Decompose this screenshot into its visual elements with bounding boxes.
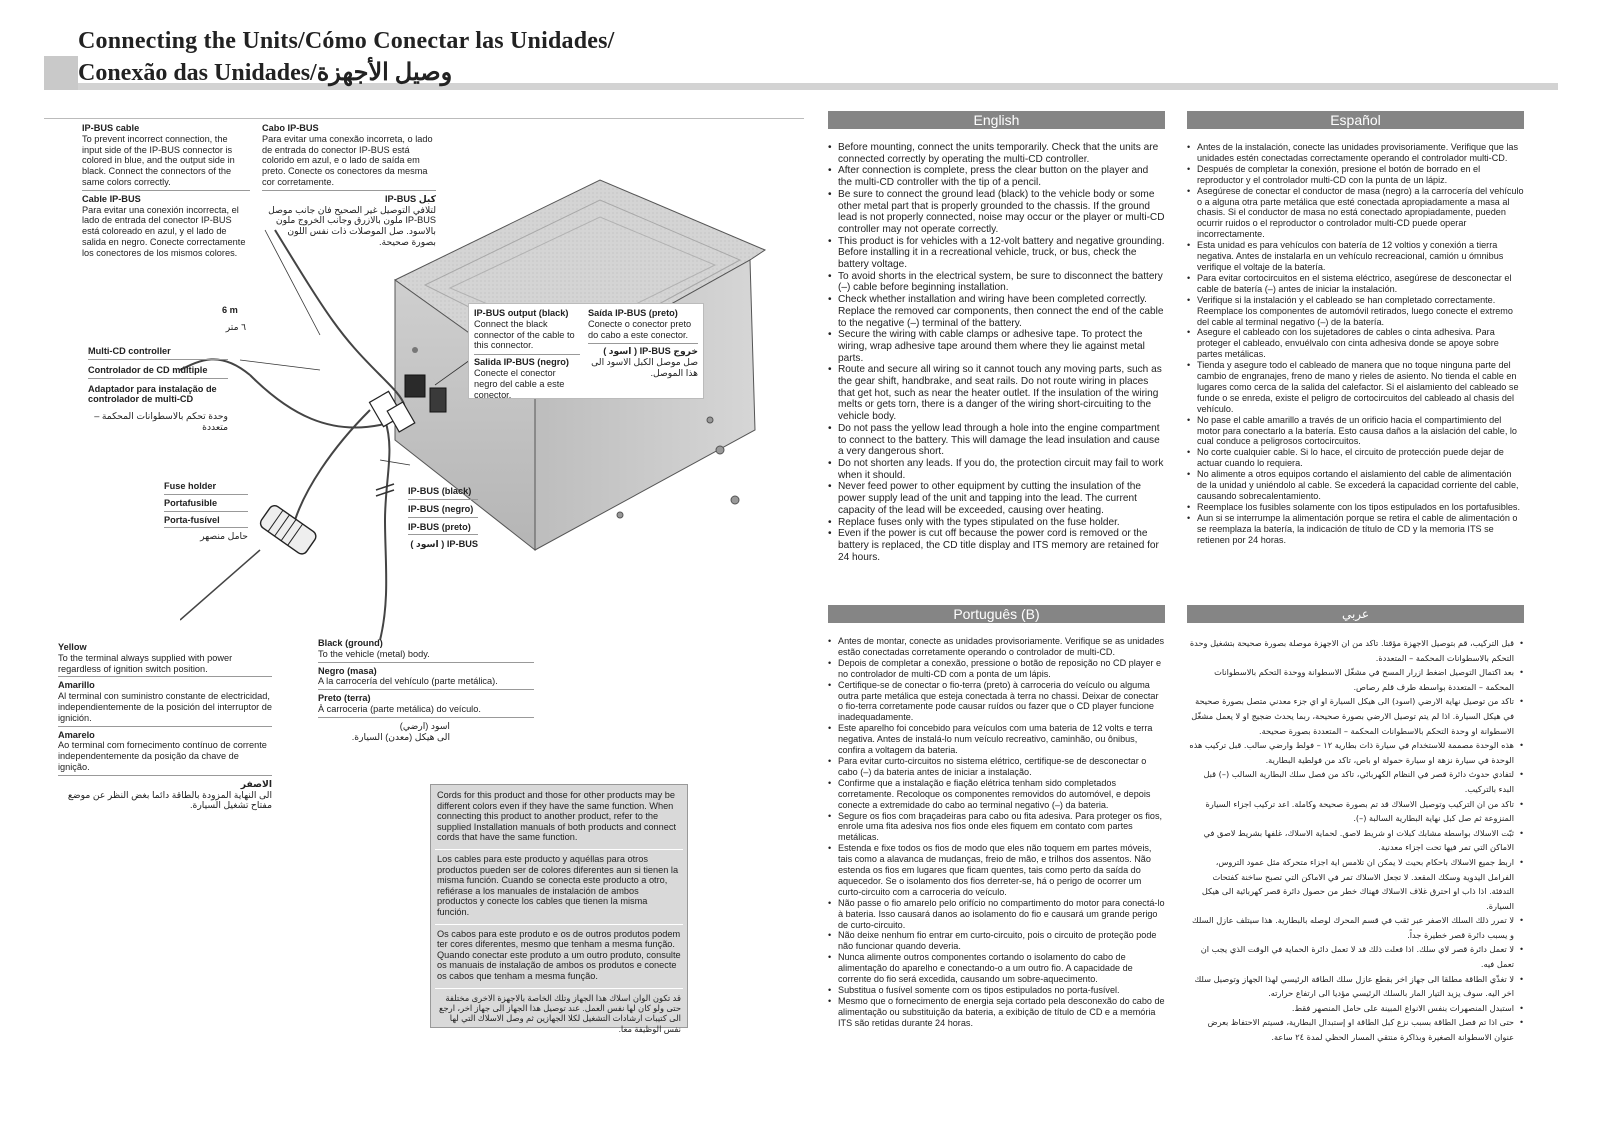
- cords-note-box: [430, 784, 688, 1034]
- portugues-bullet-item: • Estenda e fixe todos os fios de modo que eles não toquem em partes móveis, tais como a alavanca de mudanças, freio de mão, e trilhos dos assentos. Não estenda os fios em lugares que ficam quentes, tais como perto da saída do aquecedor. Se o isolamento dos fios derreter-se, há o perigo de ocorrer um curto-circuito com a carroceria do veículo.: [828, 843, 1165, 898]
- ipbus-cable-en-text: To prevent incorrect connection, the input side of the IP-BUS connector is colored in blue, and the output side in black. Connect the connectors of the same colors correctly.: [82, 133, 235, 187]
- portugues-bullet-item: • Confirme que a instalação e fiação elétrica tenham sido completados corretamente. Recoloque os componentes removidos do automóvel, e depois conecte a extremidade do cabo ao terminal negativo (–) da bateria.: [828, 778, 1165, 811]
- cords-note-pt: Os cabos para este produto e os de outros produtos podem ter cores diferentes, mesmo que tenham a mesma função. Quando conectar este produto a um outro produto, consulte os manuais de instalação de ambos os produtos e conecte os cabos que tenham a mesma função.: [437, 928, 681, 981]
- ipbus-cable-en: [82, 123, 250, 259]
- black-ground-en-title: Black (ground): [318, 638, 383, 648]
- ipbus-cable-pt-title: Cabo IP-BUS: [262, 123, 319, 133]
- yellow-labels: [58, 642, 272, 811]
- arabic-bullet-item: • لتفادي حدوث دائرة قصر في النظام الكهربائي، تاكد من فصل سلك البطارية السالب (–) قبل البدء بالتركيب.: [1187, 767, 1524, 796]
- espanol-bullet-item: • Asegúrese de conectar el conductor de masa (negro) a la carrocería del vehículo o a alguna otra parte metálica que esté conectada apropiadamente a masa al chasis. Si el conductor de masa no está conectado apropiadamente, pueden ocurrir ruidos o el reproductor o controlador multi-CD puede operar incorrectamente.: [1187, 186, 1524, 241]
- espanol-bullet-item: • Asegure el cableado con los sujetadores de cables o cinta adhesiva. Para proteger el cableado, envuélvalo con cinta adhesiva donde se apoye sobre partes metálicas.: [1187, 327, 1524, 360]
- black-ground-pt-title: Preto (terra): [318, 693, 371, 704]
- portugues-bullet-item: • Não passe o fio amarelo pelo orifício no compartimento do motor para conectá-lo à bateria. Isso causará danos ao isolamento do fio e causará um grande perigo de curto-circuito.: [828, 898, 1165, 931]
- yellow-pt-text: Ao terminal com fornecimento contínuo de corrente independentemente da posição da chave de ignição.: [58, 740, 267, 772]
- ipbus-cable-ar-title: كبل IP-BUS: [385, 193, 436, 204]
- page-title-line2: Conexão das Unidades/وصيل الأجهزة: [78, 60, 453, 86]
- portugues-bullet-item: • Segure os fios com braçadeiras para cabo ou fita adesiva. Para proteger os fios, enrole uma fita adesiva nos fios onde eles fiquem em contato com partes metálicas.: [828, 811, 1165, 844]
- section-heading-portugues: Português (B): [828, 605, 1165, 623]
- arabic-bullet-item: • لا تمرر ذلك السلك الاصفر عبر ثقب في قسم المحرك لوصله بالبطارية. هذا سيتلف عازل السلك و يسبب دائرة قصر خطيرة جداً.: [1187, 913, 1524, 942]
- english-bullet-item: • Check whether installation and wiring have been completed correctly. Replace the removed car components, then connect the end of the cable to the negative (–) terminal of the battery.: [828, 294, 1165, 329]
- cords-note-en: Cords for this product and those for other products may be different colors even if they have the same function. When connecting this product to another product, refer to the supplied Installation manuals of both products and connect cords that have the same function.: [437, 790, 677, 843]
- section-heading-arabic: عربي: [1187, 605, 1524, 623]
- page-title-line1: Connecting the Units/Cómo Conectar las Unidades/: [78, 28, 615, 54]
- yellow-ar-text: الى النهاية المزودة بالطاقة دائما بغض النظر عن موضع مفتاح تشغيل السيارة.: [67, 789, 272, 811]
- espanol-list: [1187, 142, 1524, 546]
- espanol-bullet-item: • Verifique si la instalación y el cableado se han completado correctamente. Reemplace los componentes de automóvil retirados, luego conecte el extremo del cable al terminal negativo (–) de la batería.: [1187, 295, 1524, 328]
- english-bullet-item: • After connection is complete, press the clear button on the player and the multi-CD controller with the tip of a pencil.: [828, 165, 1165, 188]
- espanol-bullet-item: • No alimente a otros equipos cortando el aislamiento del cable de alimentación de la unidad y uniéndolo al cable. Se excederá la capacidad corriente del cable, causando sobrecalentamiento.: [1187, 469, 1524, 502]
- espanol-bullet-item: • No corte cualquier cable. Si lo hace, el circuito de protección puede dejar de actuar cuando lo requiera.: [1187, 447, 1524, 469]
- arabic-bullet-item: • حتى اذا تم فصل الطاقة بسبب نزع كبل الطاقة او إستبدال البطارية، فسيتم الاحتفاظ بعرض عنوان الاسطوانة الصغيرة وبذاكرة منتقي المسار الحظي لمدة ٢٤ ساعة.: [1187, 1015, 1524, 1044]
- arabic-bullet-item: • لا تعمل دائرة قصر لاي سلك. اذا فعلت ذلك قد لا تعمل دائرة الحماية في الوقت الذي يجب ان تعمل فيه.: [1187, 942, 1524, 971]
- fuse-holder-es: Portafusible: [164, 497, 218, 508]
- espanol-bullet-item: • Tienda y asegure todo el cableado de manera que no toque ninguna parte del cambio de engranajes, freno de mano y rieles de asiento. No tienda el cable en lugares como cerca de la salida del calefactor. Si el aislamiento del cableado se funde o se enreda, existe el peligro de cortocircuitos del cableado al chasis del vehículo.: [1187, 360, 1524, 415]
- espanol-bullet-item: • Esta unidad es para vehículos con batería de 12 voltios y conexión a tierra negativa. Antes de instalarla en un vehículo recreacional, camión u ómnibus verifique el voltaje de la batería.: [1187, 240, 1524, 273]
- arabic-bullet-item: • اربط جميع الاسلاك باحكام بحيث لا يمكن ان تلامس اية اجزاء متحركة مثل عمود التروس، الفرامل اليدوية وسكك المقعد. لا تجعل الاسلاك تمر في الاماكن التي تصبح ساخنة كفتحات التدفئة. اذا ذاب او احترق غلاف الاسلاك فهناك خطر من حصول دائرة قصر كهربائية الى هيكل السيارة.: [1187, 855, 1524, 913]
- length-label: [222, 305, 246, 316]
- arabic-bullet-item: • ثبّت الاسلاك بواسطة مشابك كبلات او شريط لاصق. لحماية الاسلاك، غلفها بشريط لاصق في الاماكن التي تمر فيها تحت اجزاء معدنية.: [1187, 826, 1524, 855]
- espanol-bullet-item: • Reemplace los fusibles solamente con los tipos estipulados en los portafusibles.: [1187, 502, 1524, 513]
- portugues-bullet-item: • Não deixe nenhum fio entrar em curto-circuito, pois o circuito de proteção pode não funcionar quando deveria.: [828, 930, 1165, 952]
- english-bullet-item: • Route and secure all wiring so it cannot touch any moving parts, such as the gear shift, handbrake, and seat rails. Do not route wiring in places that get hot, such as near the heater outlet. If the insulation of the wiring melts or gets torn, there is a danger of the wiring short-circuiting to the vehicle body.: [828, 364, 1165, 423]
- portugues-bullet-item: • Nunca alimente outros componentes cortando o isolamento do cabo de alimentação do aparelho e conectando-o a um outro fio. A capacidade de corrente do fio será excedida, causando um sobre-aquecimento.: [828, 952, 1165, 985]
- english-bullet-item: • Before mounting, connect the units temporarily. Check that the units are connected correctly by operating the multi-CD controller.: [828, 142, 1165, 165]
- arabic-bullet-item: • استبدل المنصهرات بنفس الانواع المبينة على حامل المنصهر فقط.: [1187, 1001, 1524, 1016]
- portugues-bullet-item: • Certifique-se de conectar o fio-terra (preto) à carroceria do veículo ou alguma outra parte metálica que esteja conectada à terra no chassi. Deixar de conectar o fio-terra corretamente pode causar ruídos ou fazer que o CD player funcione inadequadamente.: [828, 680, 1165, 724]
- multi-cd-labels: [88, 346, 228, 433]
- yellow-ar-title: الاصفر: [240, 778, 272, 789]
- ipbus-black-pt: IP-BUS (preto): [408, 521, 471, 532]
- yellow-es-text: Al terminal con suministro constante de electricidad, independientemente de la posición del interruptor de ignición.: [58, 691, 273, 723]
- length-value: 6 m: [222, 305, 238, 315]
- ipbus-black-en: IP-BUS (black): [408, 486, 472, 496]
- ipbus-output-es-text: Conecte el conector negro del cable a este conector.: [474, 367, 565, 400]
- english-bullet-item: • Do not shorten any leads. If you do, the protection circuit may fail to work when it should.: [828, 458, 1165, 481]
- cords-note-ar: قد تكون الوان اسلاك هذا الجهاز وتلك الخاصة بالاجهزة الاخرى مختلفة حتى ولو كان لها نفس العمل. عند توصيل هذا الجهاز الى جهاز اخر، ارجع الى كتيبات ارشادات التشغيل لكلا الجهازين ثم وصل الاسلاك التي لها نفس الوظيفة معا.: [439, 992, 681, 1034]
- espanol-bullet-item: • No pase el cable amarillo a través de un orificio hacia el compartimiento del motor para conectarlo a la batería. Esto causa daños a la aislación del cable, lo cual conduce a peligrosos cortocircuitos.: [1187, 415, 1524, 448]
- black-ground-es-title: Negro (masa): [318, 665, 377, 676]
- english-bullet-item: • To avoid shorts in the electrical system, be sure to disconnect the battery (–) cable before beginning installation.: [828, 271, 1165, 294]
- section-heading-espanol: Español: [1187, 111, 1524, 129]
- ipbus-cable-pt-text: Para evitar uma conexão incorreta, o lado de entrada do conector IP-BUS está colorido em azul, e o lado de saída em preto. Conecte os conectores da mesma cor corretamente.: [262, 133, 433, 187]
- espanol-bullet-item: • Aun si se interrumpe la alimentación porque se retira el cable de alimentación o se reemplaza la batería, la indicación de título de CD y la memoria ITS se retienen por 24 horas.: [1187, 513, 1524, 546]
- portugues-list: [828, 636, 1165, 1029]
- black-ground-ar-title: اسود (ارضي): [399, 720, 450, 731]
- portugues-bullet-item: • Mesmo que o fornecimento de energia seja cortado pela desconexão do cabo de alimentação ou substituição da bateria, a exibição de título de CD e a memória ITS são retidas durante 24 horas.: [828, 996, 1165, 1029]
- yellow-en-title: Yellow: [58, 642, 87, 652]
- black-ground-labels: [318, 638, 534, 742]
- ipbus-output-pt-text: Conecte o conector preto do cabo a este conector.: [588, 318, 692, 340]
- arabic-bullet-item: • قبل التركيب، قم بتوصيل الاجهزة مؤقتا. تاكد من ان الاجهزة موصلة بصورة صحيحة بتشغيل وحدة التحكم بالاسطوانات المحكمة – المتعددة.: [1187, 636, 1524, 665]
- ipbus-cable-es-title: Cable IP-BUS: [82, 193, 141, 204]
- english-bullet-item: • Even if the power is cut off because the power cord is removed or the battery is replaced, the CD title display and ITS memory are retained for 24 hours.: [828, 528, 1165, 563]
- ipbus-cable-en-title: IP-BUS cable: [82, 123, 140, 133]
- ipbus-black-ar: IP-BUS ( اسود ): [410, 539, 478, 550]
- arabic-bullet-item: • بعد اكتمال التوصيل اضغط ازرار المسح في مشغّل الاسطوانة ووحدة التحكم بالاسطوانات المحكمة – المتعددة بواسطة طرف قلم رصاص.: [1187, 665, 1524, 694]
- espanol-bullet-item: • Para evitar cortocircuitos en el sistema eléctrico, asegúrese de desconectar el cable de batería (–) antes de iniciar la instalación.: [1187, 273, 1524, 295]
- multi-cd-pt: Adaptador para instalação de controlador de multi-CD: [88, 383, 217, 405]
- arabic-bullet-item: • تاكد من توصيل نهاية الارضي (اسود) الى هيكل السيارة او اي جزء معدني متصل بصورة صحيحة في هيكل السيارة. اذا لم يتم توصيل الارضي بصورة صحيحة، ربما يحدث ضجيج او لا يعمل مشغّل الاسطوانة او وحدة التحكم بالاسطوانات المحكمة – المتعددة بصورة صحيحة.: [1187, 694, 1524, 738]
- arabic-list: [1187, 636, 1524, 1045]
- ipbus-output-en-text: Connect the black connector of the cable to this connector.: [474, 318, 575, 351]
- fuse-holder-ar: حامل منصهر: [200, 531, 248, 542]
- portugues-bullet-item: • Antes de montar, conecte as unidades provisoriamente. Verifique se as unidades estão conectadas corretamente operando o controlador de multi-CD.: [828, 636, 1165, 658]
- ipbus-output-pt-title: Saída IP-BUS (preto): [588, 308, 678, 318]
- ipbus-output-ar-text: صل موصل الكبل الاسود الى هذا الموصل.: [591, 357, 698, 378]
- english-bullet-item: • Never feed power to other equipment by cutting the insulation of the power supply lead of the unit and tapping into the lead. The current capacity of the lead will be exceeded, causing over heating.: [828, 481, 1165, 516]
- yellow-en-text: To the terminal always supplied with power regardless of ignition switch position.: [58, 652, 233, 674]
- black-ground-en-text: To the vehicle (metal) body.: [318, 648, 430, 659]
- portugues-bullet-item: • Para evitar curto-circuitos no sistema elétrico, certifique-se de desconectar o cabo (–) da bateria antes de iniciar a instalação.: [828, 756, 1165, 778]
- english-bullet-item: • Be sure to connect the ground lead (black) to the vehicle body or some other metal part that is properly grounded to the chassis. If the ground lead is not properly connected, noise may occur or the player or multi-CD controller may not operate correctly.: [828, 189, 1165, 236]
- english-bullet-item: • This product is for vehicles with a 12-volt battery and negative grounding. Before installing it in a recreational vehicle, truck, or bus, check the battery voltage.: [828, 236, 1165, 271]
- black-ground-es-text: A la carrocería del vehículo (parte metálica).: [318, 676, 498, 687]
- ipbus-cable-es-text: Para evitar una conexión incorrecta, el lado de entrada del conector IP-BUS está coloreado en azul, y el lado de salida en negro. Conecte correctamente los conectores de los mismos colores.: [82, 204, 246, 258]
- english-bullet-item: • Do not pass the yellow lead through a hole into the engine compartment to connect to the battery. This will damage the lead insulation and cause a very dangerous short.: [828, 423, 1165, 458]
- ipbus-output-ar-title: خروج IP-BUS ( اسود ): [603, 346, 698, 357]
- espanol-bullet-item: • Antes de la instalación, conecte las unidades provisoriamente. Verifique que las unidades estén conectadas correctamente operando el controlador multi-CD.: [1187, 142, 1524, 164]
- ipbus-cable-ar-text: لتلافي التوصيل غير الصحيح فان جانب موصل IP-BUS ملون بالازرق وجانب الخروج ملون بالاسود. صل الموصلات ذات نفس اللون بصورة صحيحة.: [268, 204, 436, 247]
- fuse-holder-en: Fuse holder: [164, 481, 217, 491]
- portugues-bullet-item: • Substitua o fusível somente com os tipos estipulados no porta-fusível.: [828, 985, 1165, 996]
- portugues-bullet-item: • Depois de completar a conexão, pressione o botão de reposição no CD player e no controlador de multi-CD com a ponta de um lápis.: [828, 658, 1165, 680]
- yellow-pt-title: Amarelo: [58, 729, 95, 740]
- english-bullet-item: • Secure the wiring with cable clamps or adhesive tape. To protect the wiring, wrap adhesive tape around them where they lie against metal parts.: [828, 329, 1165, 364]
- length-ar: ٦ متر: [225, 322, 246, 332]
- english-bullet-item: • Replace fuses only with the types stipulated on the fuse holder.: [828, 517, 1165, 529]
- ipbus-output-es-title: Salida IP-BUS (negro): [474, 357, 569, 368]
- fuse-holder-pt: Porta-fusível: [164, 514, 220, 525]
- multi-cd-ar: وحدة تحكم بالاسطوانات المحكمة – متعددة: [94, 411, 228, 432]
- ipbus-black-labels: [408, 486, 478, 550]
- section-heading-english: English: [828, 111, 1165, 129]
- ipbus-black-es: IP-BUS (negro): [408, 503, 474, 514]
- yellow-es-title: Amarillo: [58, 680, 95, 691]
- espanol-bullet-item: • Después de completar la conexión, presione el botón de borrado en el reproductor y el controlador multi-CD con la punta de un lápiz.: [1187, 164, 1524, 186]
- english-list: [828, 142, 1165, 563]
- multi-cd-en: Multi-CD controller: [88, 346, 171, 356]
- fuse-holder-labels: [164, 481, 248, 542]
- black-ground-ar-text: الى هيكل (معدن) السيارة.: [351, 731, 450, 742]
- top-rule: [44, 118, 804, 119]
- ipbus-cable-pt: [262, 123, 436, 248]
- black-ground-pt-text: À carroceria (parte metálica) do veículo.: [318, 703, 481, 714]
- portugues-bullet-item: • Este aparelho foi concebido para veículos com uma bateria de 12 volts e terra negativa. Antes de instalá-lo num veículo recreativo, caminhão, ou ônibus, confira a voltagem da bateria.: [828, 723, 1165, 756]
- arabic-bullet-item: • هذه الوحدة مصممة للاستخدام في سيارة ذات بطارية ١٢ – فولط وارضي سالب. قبل تركيب هذه الوحدة في سيارة نزهة او سيارة حمولة او باص، تاكد من فولطية البطارية.: [1187, 738, 1524, 767]
- arabic-bullet-item: • تاكد من ان التركيب وتوصيل الاسلاك قد تم بصورة صحيحة وكاملة. اعد تركيب اجزاء السيارة المنزوعة ثم صل كبل نهاية البطارية السالبة (–).: [1187, 797, 1524, 826]
- ipbus-output-callout: [468, 303, 704, 399]
- multi-cd-es: Controlador de CD múltiple: [88, 364, 208, 375]
- ipbus-output-en-title: IP-BUS output (black): [474, 308, 569, 318]
- arabic-bullet-item: • لا تغذّي الطاقة مطلقا الى جهاز اخر بقطع عازل سلك الطاقة الرئيسي لهذا الجهاز وتوصيل سلك اخر اليه. سوف يزيد التيار المار بالسلك الرئيسي مؤديا الى ارتفاع حرارته.: [1187, 972, 1524, 1001]
- cords-note-es: Los cables para este producto y aquéllas para otros productos pueden ser de colores diferentes aun si tienen la misma función. Cuando se conecta este producto a otro, refiérase a los manuales de instalación de ambos productos y conecte los cables que tienen la misma función.: [437, 853, 679, 917]
- title-band-block: [44, 56, 78, 90]
